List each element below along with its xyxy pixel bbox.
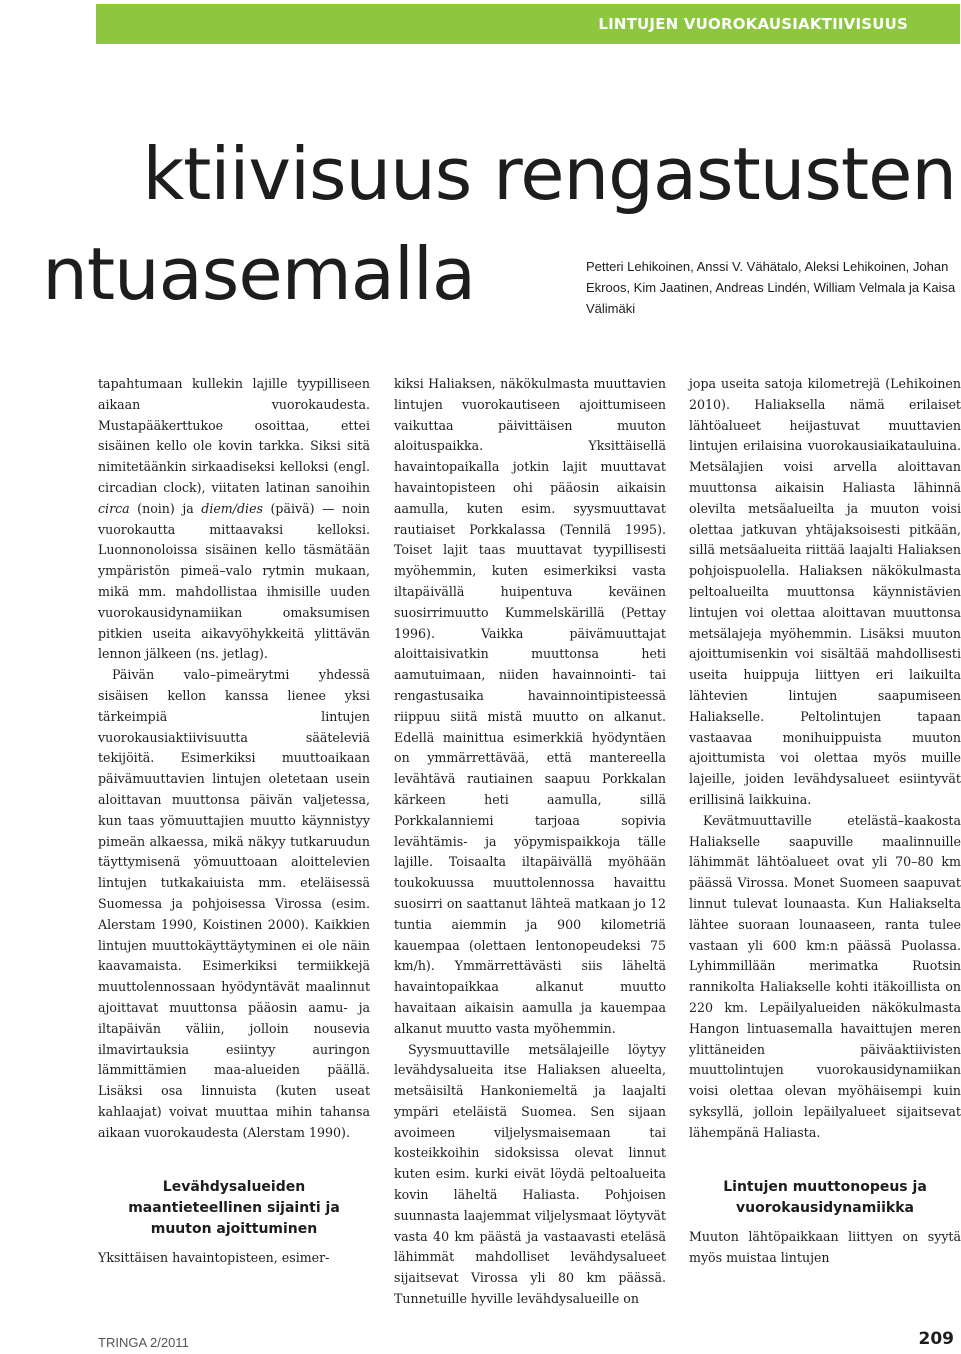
journal-issue: TRINGA 2/2011 bbox=[98, 1335, 189, 1350]
text-column-2 bbox=[394, 374, 666, 1307]
section-title: LINTUJEN VUOROKAUSIAKTIIVISUUS bbox=[598, 15, 908, 33]
paragraph: Kevätmuuttaville etelästä–kaakosta Haliakselle saapuville maalinnuille lähimmät lähtöalueet ovat yli 70–80 km päässä Virossa. Monet Suomeen saapuvat linnut tulevat lounaasta. Kun Haliakselta lähtee suoraan lounaaseen, ranta tulee vastaan yli 600 km:n päässä Puolassa. Lyhimmillään merimatka Ruotsin rannikolta Haliakselle kohti itäkoillista on 220 km. Lepäilyalueiden näkökulmasta Hangon lintuasemalla havaittujen meren ylittäneiden päiväaktiivisten muuttolintujen vuorokausidynamiikan voisi olettaa olevan myöhäisempi kuin syksyllä, jolloin lepäilyalueet sijaitsevat lähempänä Haliasta. bbox=[689, 812, 961, 1140]
article-title-line-2: ntuasemalla bbox=[42, 232, 475, 316]
text-column-3 bbox=[689, 374, 961, 1294]
paragraph: kiksi Haliaksen, näkökulmasta muuttavien lintujen vuorokautiseen ajoittumiseen vaikuttaa päivittäisen muuton aloituspaikka. Yksittäisellä havaintopaikalla jotkin lajit muuttavat havaintopisteen ohi pääosin aikaisin aamulla, kuten esim. syysmuuttavat rautiaiset Porkkalassa (Tennilä 1995). Toiset lajit taas muuttavat tyypillisesti myöhemmin, kuten esimerkiksi vasta iltapäivällä huipentuva keväinen suosirrimuutto Kummelskärillä (Pettay 1996). Vaikka päivämuuttajat aloittaisivatkin muuttonsa heti aamutuimaan, niiden havainnointi- tai rengastusaika havainnointipisteessä riippuu siitä mistä muutto on alkanut. Edellä mainittua esimerkkiä hyödyntäen on ymmärrettävää, että mantereella levähtävä rautiainen saapuu Porkkalan kärkeen heti aamulla, sillä Porkkalanniemi tarjoaa sopivia levähtämis- ja yöpymispaikkoja tälle lajille. Toisaalta iltapäivällä myöhään toukokuussa muuttolennossa havaittu suosirri on saattanut lähteä matkaan jo 12 tuntia aiemmin ja 900 kilometriä kauempaa (olettaen lentonopeudeksi 75 km/h). Ymmärrettävästi siis läheltä havaintopaikkaa alkanut muutto havaitaan aikaisin aamulla ja kauempaa alkanut muutto vasta myöhemmin. bbox=[394, 376, 666, 1036]
article-title-line-1: ktiivisuus rengastusten bbox=[142, 132, 956, 216]
paragraph: Syysmuuttaville metsälajeille löytyy levähdysalueita itse Haliaksen alueelta, metsäisiltä Hankoniemeltä ja laajalti ympäri eteläistä Suomea. Sen sijaan avoimeen viljelysmaisemaan tai kosteikkoihin sidoksissa olevat linnut kuten esim. kurki eivät löydä peltoalueita kovin läheltä Haliasta. Pohjoisen suunnasta laajemmat viljelysmaat löytyvät vasta 40 km päästä ja vastaavasti eteläsä lähimmät mahdolliset levähdysalueet sijaitsevat Virossa yli 80 km päässä. Tunnetuille hyville levähdysalueille on bbox=[394, 1041, 666, 1307]
paragraph: Muuton lähtöpaikkaan liittyen on syytä myös muistaa lintujen bbox=[689, 1229, 961, 1266]
text-column-1 bbox=[98, 374, 370, 1294]
paragraph: jopa useita satoja kilometrejä (Lehikoinen 2010). Haliaksella nämä erilaiset lähtöalueet heijastuvat muuttavien lintujen erilaisina vuorokausiaikatauluina. Metsälajien voisi arvella aloittavan muuttonsa aikaisin Haliasta lähinnä olevilta metsäalueilta ja muuton voisi olettaa jatkuvan yhtäjaksoisesti pitkään, sillä metsäalueita riittää laajalti Haliaksen pohjoispuolella. Haliaksen näkökulmasta peltoalueilta muuttonsa käynnistävien lintujen voi olettaa aloittavan muuttonsa metsälajeja myöhemmin. Lisäksi muuton ajoittumisenkin voi sisältää mahdollisesti useita huippuja liittyen eri laikuilta lähtevien lintujen saapumiseen Haliakselle. Peltolintujen tapaan vastaavaa monihuippuista muuton ajoittumista voi olettaa myös muille lajeille, joiden levähdysalueet esiintyvät erillisinä laikkuina. bbox=[689, 376, 961, 807]
section-header-bar bbox=[96, 4, 960, 44]
paragraph: Päivän valo–pimeärytmi yhdessä sisäisen kellon kanssa lienee yksi tärkeimpiä lintujen vuorokausiaktiivisuutta sääteleviä tekijöitä. Esimerkiksi muuttoaikaan päivämuuttavien lintujen oletetaan usein aloittavan muuttonsa päivän valjetessa, kun taas yömuuttajien muutto käynnistyy pimeän alkaessa, mikä näkyy tutkaruudun täyttymisenä yömuuttoaan aloittelevien lintujen tutkakaiuista mm. eteläisessä Suomessa ja pohjoisessa Virossa (esim. Alerstam 1990, Koistinen 2000). Kaikkien lintujen muuttokäyttäytyminen ei ole näin kaavamaista. Esimerkiksi termiikkejä muuttolennossaan hyödyntävät maalinnut ajoittavat muuttonsa pääosin aamu- ja iltapäivän väliin, jolloin nousevia ilmavirtauksia esiintyy auringon lämmittämien maa-alueiden päällä. Lisäksi osa linnuista (kuten useat kahlaajat) voivat muuttaa mihin tahansa aikaan vuorokaudesta (Alerstam 1990). bbox=[98, 667, 370, 1140]
section-heading: Levähdysalueiden maantieteellinen sijainti ja muuton ajoittuminen bbox=[128, 1179, 340, 1238]
article-authors: Petteri Lehikoinen, Anssi V. Vähätalo, Aleksi Lehikoinen, Johan Ekroos, Kim Jaatinen, Andreas Lindén, William Velmala ja Kaisa Välimäki bbox=[586, 259, 956, 316]
section-heading: Lintujen muuttonopeus ja vuorokausidynamiikka bbox=[723, 1179, 927, 1217]
page-number: 209 bbox=[918, 1329, 954, 1349]
paragraph: Yksittäisen havaintopisteen, esimer- bbox=[98, 1250, 330, 1266]
paragraph: tapahtumaan kullekin lajille tyypilliseen aikaan vuorokaudesta. Mustapääkerttukoe osoittaa, ettei sisäinen kello ole kovin tarkka. Siksi sitä nimitetäänkin sirkaadiseksi kelloksi (engl. circadian clock), viitaten latinan sanoihin circa (noin) ja diem/dies (päivä) — noin vuorokautta mittaavaksi kelloksi. Luonnonoloissa sisäinen kello täsmätään ympäristön pimeä–valo rytmin mukaan, mikä mm. mahdollistaa ihmisille uuden vuorokausidynamiikan omaksumisen pitkien useita aikavyöhykkeitä ylittävän lennon jälkeen (ns. jetlag). bbox=[98, 376, 370, 662]
